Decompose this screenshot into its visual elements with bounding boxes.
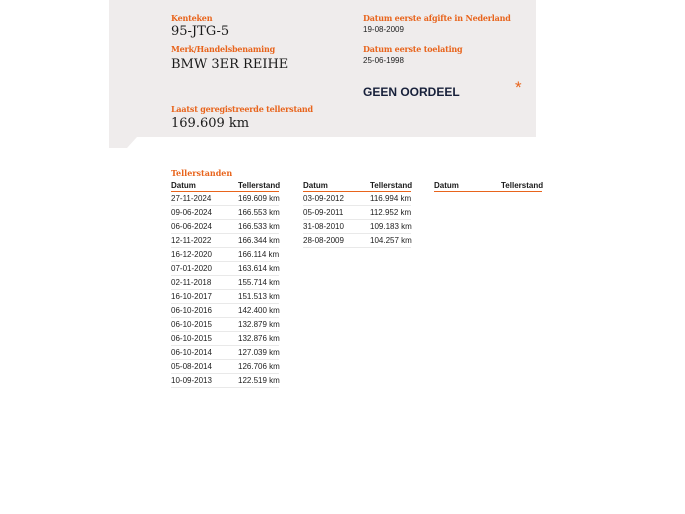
odometer-table-1 <box>171 181 279 388</box>
kenteken-value: 95-JTG-5 <box>171 24 230 39</box>
reading-km: 126.706 km <box>238 360 279 374</box>
reading-date: 05-08-2014 <box>171 360 238 374</box>
reading-km: 166.344 km <box>238 234 279 248</box>
table-row <box>171 276 279 290</box>
column-header-date: Datum <box>171 181 238 192</box>
table-row <box>171 374 279 388</box>
odometer-table-3 <box>434 181 542 192</box>
reading-km: 132.876 km <box>238 332 279 346</box>
table-row <box>171 332 279 346</box>
afgifte-nl-label: Datum eerste afgifte in Nederland <box>363 13 511 23</box>
table-row <box>303 220 411 234</box>
reading-date: 06-10-2015 <box>171 332 238 346</box>
reading-date: 27-11-2024 <box>171 192 238 206</box>
table-row <box>171 206 279 220</box>
reading-date: 06-10-2014 <box>171 346 238 360</box>
afgifte-nl-value: 19-08-2009 <box>363 25 404 34</box>
reading-date: 16-12-2020 <box>171 248 238 262</box>
table-row <box>303 192 411 206</box>
oordeel-value: GEEN OORDEEL <box>363 85 460 99</box>
reading-km: 122.519 km <box>238 374 279 388</box>
reading-km: 142.400 km <box>238 304 279 318</box>
table-row <box>303 234 411 248</box>
column-header-date: Datum <box>434 181 501 192</box>
reading-km: 104.257 km <box>370 234 411 248</box>
reading-date: 10-09-2013 <box>171 374 238 388</box>
reading-date: 09-06-2024 <box>171 206 238 220</box>
reading-km: 166.114 km <box>238 248 279 262</box>
reading-km: 116.994 km <box>370 192 411 206</box>
reading-date: 06-10-2016 <box>171 304 238 318</box>
reading-date: 06-06-2024 <box>171 220 238 234</box>
kenteken-label: Kenteken <box>171 13 213 23</box>
table-row <box>171 318 279 332</box>
table-row <box>171 360 279 374</box>
table-row <box>171 304 279 318</box>
reading-date: 07-01-2020 <box>171 262 238 276</box>
reading-km: 166.553 km <box>238 206 279 220</box>
reading-date: 12-11-2022 <box>171 234 238 248</box>
reading-date: 16-10-2017 <box>171 290 238 304</box>
teller-value: 169.609 km <box>171 116 250 131</box>
merk-label: Merk/Handelsbenaming <box>171 44 276 54</box>
table-row <box>171 220 279 234</box>
merk-value: BMW 3ER REIHE <box>171 57 289 72</box>
reading-date: 31-08-2010 <box>303 220 370 234</box>
reading-km: 109.183 km <box>370 220 411 234</box>
reading-km: 127.039 km <box>238 346 279 360</box>
table-row <box>171 248 279 262</box>
reading-date: 03-09-2012 <box>303 192 370 206</box>
reading-date: 28-08-2009 <box>303 234 370 248</box>
reading-date: 05-09-2011 <box>303 206 370 220</box>
reading-km: 151.513 km <box>238 290 279 304</box>
reading-km: 155.714 km <box>238 276 279 290</box>
table-row <box>171 234 279 248</box>
column-header-reading: Tellerstand <box>238 181 281 190</box>
reading-date: 06-10-2015 <box>171 318 238 332</box>
reading-km: 112.952 km <box>370 206 411 220</box>
table-row <box>171 346 279 360</box>
table-row <box>171 192 279 206</box>
reading-km: 169.609 km <box>238 192 279 206</box>
teller-label: Laatst geregistreerde tellerstand <box>171 104 313 114</box>
column-header-reading: Tellerstand <box>501 181 544 190</box>
table-row <box>171 290 279 304</box>
column-header-date: Datum <box>303 181 370 192</box>
odometer-table-2 <box>303 181 411 248</box>
toelating-value: 25-06-1998 <box>363 56 404 65</box>
oordeel-asterisk: * <box>515 78 522 97</box>
table-row <box>303 206 411 220</box>
toelating-label: Datum eerste toelating <box>363 44 463 54</box>
odometer-section-title: Tellerstanden <box>171 168 233 178</box>
reading-km: 166.533 km <box>238 220 279 234</box>
column-header-reading: Tellerstand <box>370 181 413 190</box>
reading-date: 02-11-2018 <box>171 276 238 290</box>
table-row <box>171 262 279 276</box>
reading-km: 163.614 km <box>238 262 279 276</box>
reading-km: 132.879 km <box>238 318 279 332</box>
